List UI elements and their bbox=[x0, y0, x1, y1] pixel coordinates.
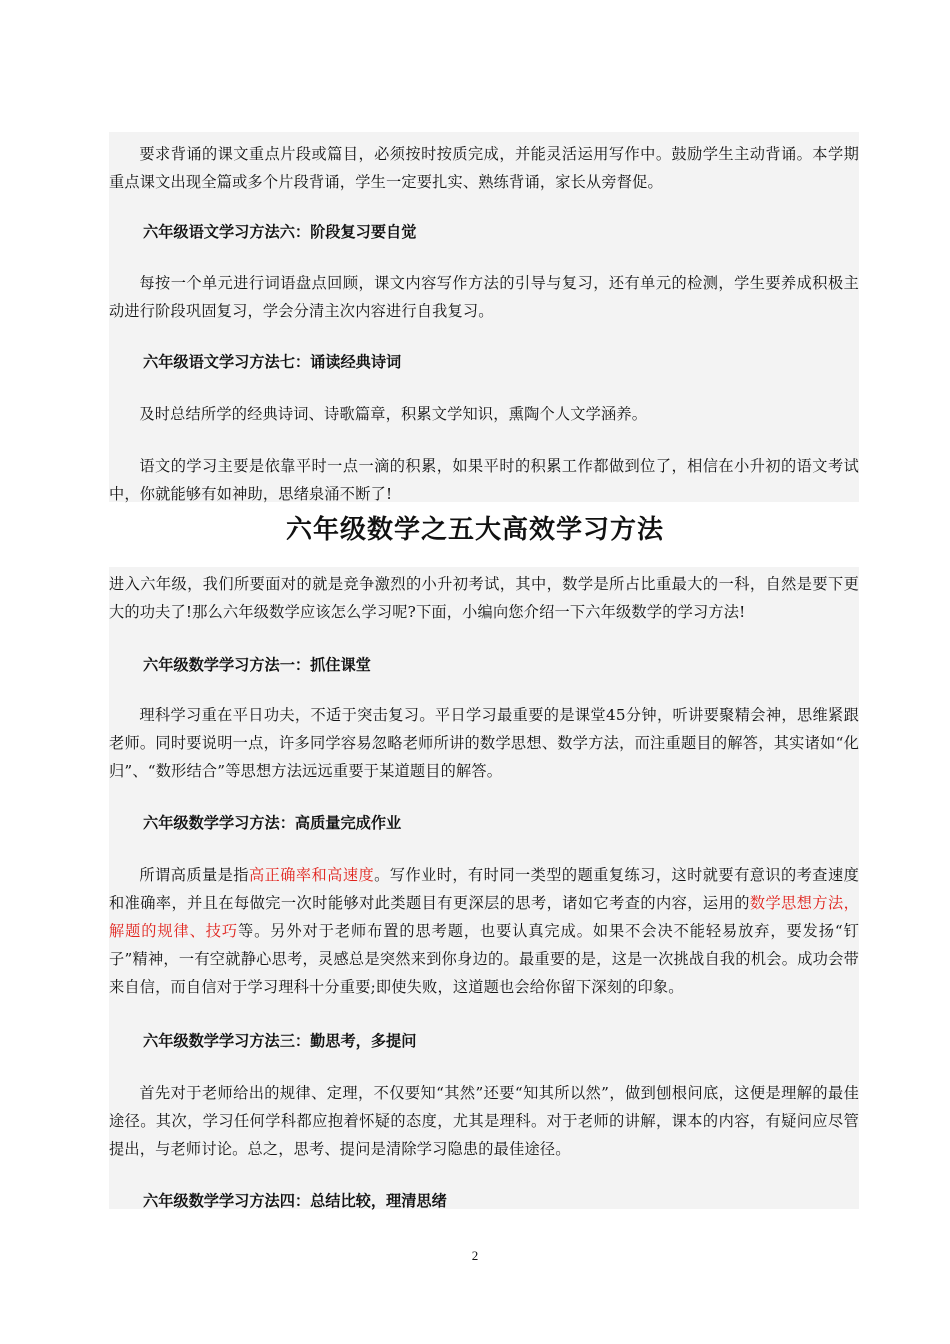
section-heading: 六年级数学学习方法三：勤思考，多提问 bbox=[143, 1032, 417, 1050]
intro-paragraph: 进入六年级，我们所要面对的就是竞争激烈的小升初考试，其中，数学是所占比重最大的一科，自然是要下更大的功夫了!那么六年级数学应该怎么学习呢?下面，小编向您介绍一下六年级数学的学习方法! bbox=[109, 575, 859, 621]
section-heading: 六年级数学学习方法四：总结比较，理清思绪 bbox=[143, 1192, 447, 1210]
section-heading: 六年级数学学习方法：高质量完成作业 bbox=[143, 814, 402, 832]
section-heading: 六年级语文学习方法七：诵读经典诗词 bbox=[143, 353, 402, 371]
paragraph: 及时总结所学的经典诗词、诗歌篇章，积累文学知识，熏陶个人文学涵养。 bbox=[139, 405, 648, 423]
highlight-text: 高正确率和高速度 bbox=[248, 866, 375, 884]
math-methods-section bbox=[109, 567, 859, 1209]
section-heading: 六年级语文学习方法六：阶段复习要自觉 bbox=[143, 223, 417, 241]
chinese-methods-section bbox=[109, 132, 859, 502]
paragraph: 要求背诵的课文重点片段或篇目，必须按时按质完成，并能灵活运用写作中。鼓励学生主动背诵。本学期重点课文出现全篇或多个片段背诵，学生一定要扎实、熟练背诵，家长从旁督促。 bbox=[109, 145, 859, 191]
paragraph: 语文的学习主要是依靠平时一点一滴的积累，如果平时的积累工作都做到位了，相信在小升初的语文考试中，你就能够有如神助，思绪泉涌不断了! bbox=[109, 457, 859, 503]
text-run: 所谓高质量是指 bbox=[139, 866, 249, 884]
highlight-text: 数学思想方法，解题的规律、技巧 bbox=[109, 894, 859, 940]
paragraph: 首先对于老师给出的规律、定理，不仅要知“其然”还要“知其所以然”，做到刨根问底，这便是理解的最佳途径。其次，学习任何学科都应抱着怀疑的态度，尤其是理科。对于老师的讲解，课本的内容，有疑问应尽管提出，与老师讨论。总之，思考、提问是清除学习隐患的最佳途径。 bbox=[109, 1084, 859, 1158]
page-number: 2 bbox=[471, 1248, 479, 1263]
text-run: 。写作业时，有时同一类型的题重复练习，这时就要有意识的考查速度和准确率，并且在每做完一次时能够对此类题目有更深层的思考，诸如它考查的内容，运用的 bbox=[109, 866, 859, 912]
page-title: 六年级数学之五大高效学习方法 bbox=[285, 515, 664, 545]
section-heading: 六年级数学学习方法一：抓住课堂 bbox=[143, 656, 371, 674]
paragraph: 每按一个单元进行词语盘点回顾，课文内容写作方法的引导与复习，还有单元的检测，学生要养成积极主动进行阶段巩固复习，学会分清主次内容进行自我复习。 bbox=[109, 274, 859, 320]
paragraph-highlighted bbox=[109, 861, 859, 1001]
text-run: 等。另外对于老师布置的思考题，也要认真完成。如果不会决不能轻易放弃，要发扬“钉子”精神，一有空就静心思考，灵感总是突然来到你身边的。最重要的是，这是一次挑战自我的机会。成功会带来自信，而自信对于学习理科十分重要;即使失败，这道题也会给你留下深刻的印象。 bbox=[109, 922, 859, 996]
paragraph: 理科学习重在平日功夫，不适于突击复习。平日学习最重要的是课堂45分钟，听讲要聚精会神，思维紧跟老师。同时要说明一点，许多同学容易忽略老师所讲的数学思想、数学方法，而注重题目的解答，其实诸如“化归”、“数形结合”等思想方法远远重要于某道题目的解答。 bbox=[109, 706, 859, 780]
